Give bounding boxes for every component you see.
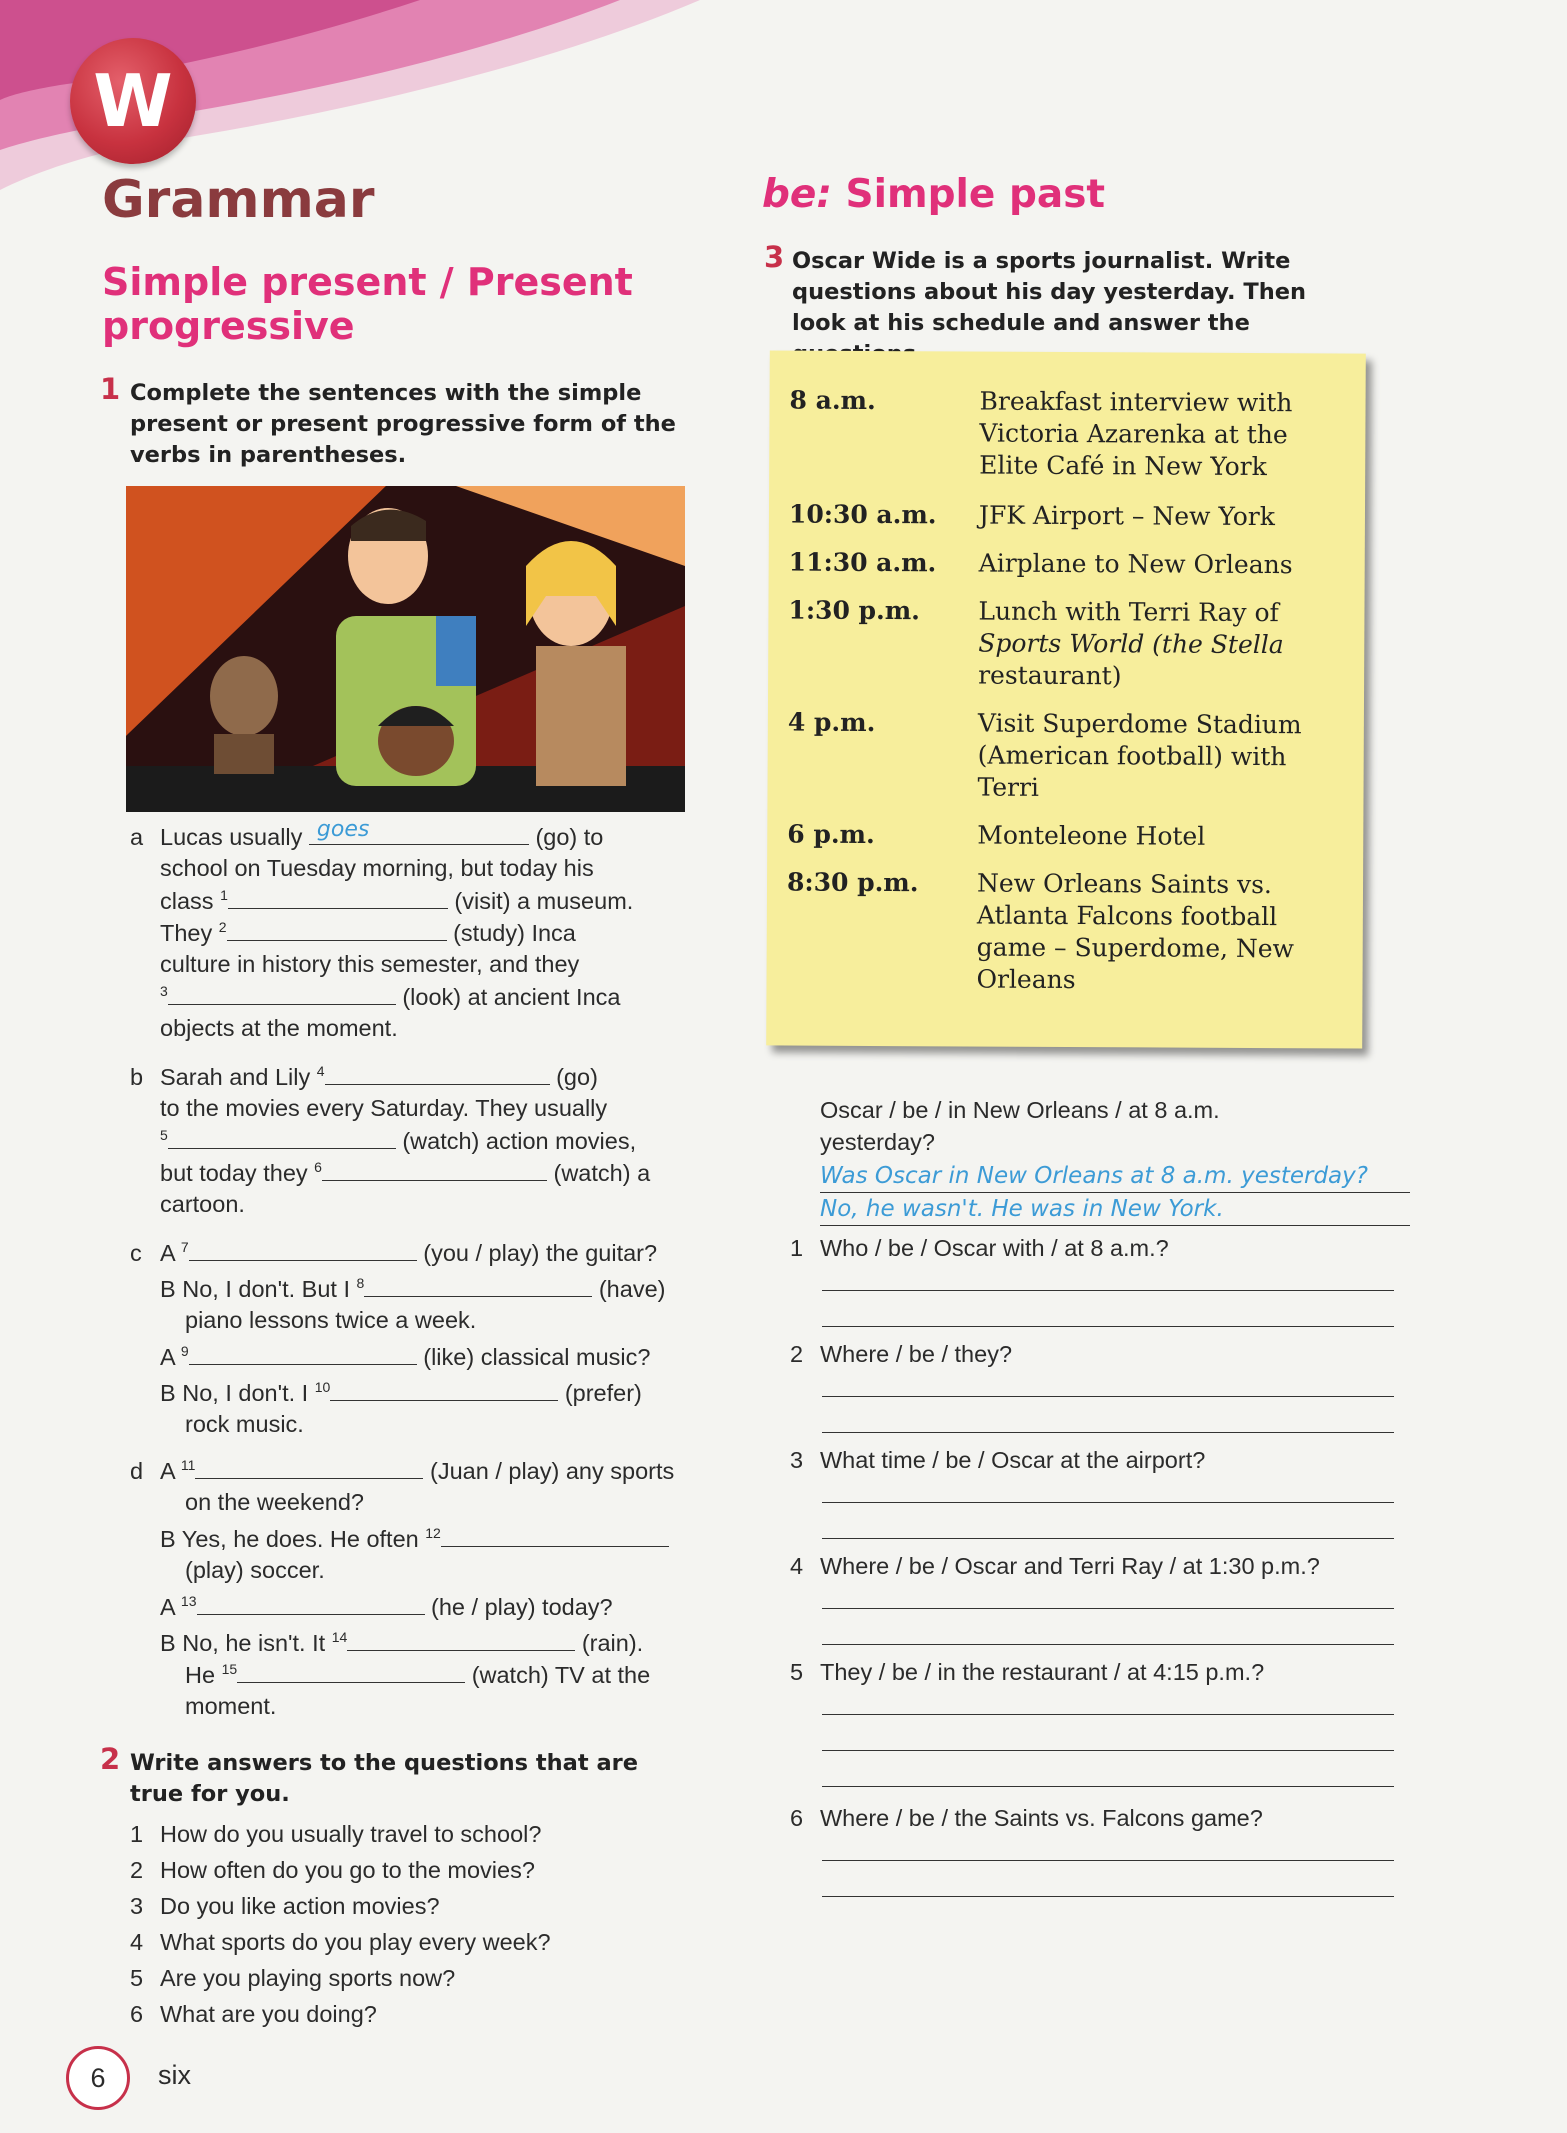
text-line: (play) soccer. xyxy=(185,1557,325,1583)
answer-blank[interactable] xyxy=(168,1124,396,1149)
answer-blank[interactable] xyxy=(189,1236,417,1261)
item-c: c A $^7$ (you / play) the guitar? xyxy=(130,1236,657,1269)
answer-blank[interactable] xyxy=(195,1454,423,1479)
schedule-row: 1:30 p.m. Lunch with Terri Ray of Sports World (the Stella restaurant) xyxy=(788,595,1284,691)
text-line: He $^{15}$ (watch) TV at the xyxy=(185,1658,650,1691)
example-answer-question: Was Oscar in New Orleans at 8 a.m. yesterday? xyxy=(820,1160,1410,1193)
schedule-row: 10:30 a.m. JFK Airport – New York xyxy=(788,499,1275,532)
schedule-row: 6 p.m. Monteleone Hotel xyxy=(787,819,1206,851)
schedule-card xyxy=(766,350,1366,1048)
page-title: Grammar xyxy=(102,170,375,230)
cartoon-illustration xyxy=(126,486,685,812)
section-heading-simple-past: be: Simple past xyxy=(762,172,1106,217)
answer-blank[interactable] xyxy=(322,1156,547,1181)
text-line: objects at the moment. xyxy=(160,1015,398,1041)
answer-line[interactable] xyxy=(822,1786,1394,1787)
schedule-row: 11:30 a.m. Airplane to New Orleans xyxy=(788,547,1293,580)
example-block: Oscar / be / in New Orleans / at 8 a.m. yesterday? Was Oscar in New Orleans at 8 a.m. yesterday? No, he wasn't. He was in New York. xyxy=(820,1094,1410,1226)
answer-line[interactable] xyxy=(822,1502,1394,1503)
example-answer-short: No, he wasn't. He was in New York. xyxy=(820,1193,1410,1226)
item-d: d A $^{11}$ (Juan / play) any sports xyxy=(130,1454,674,1487)
answer-line[interactable] xyxy=(822,1432,1394,1433)
answer-line[interactable] xyxy=(822,1896,1394,1897)
page-number-word: six xyxy=(158,2060,191,2090)
answer-blank[interactable] xyxy=(228,884,448,909)
item-a: a Lucas usually goes (go) to xyxy=(130,817,604,850)
text-line: A $^9$ (like) classical music? xyxy=(160,1340,650,1373)
answer-blank[interactable] xyxy=(227,916,447,941)
text-line: school on Tuesday morning, but today his xyxy=(160,855,594,881)
text-line: A $^{13}$ (he / play) today? xyxy=(160,1590,613,1623)
answer-line[interactable] xyxy=(822,1608,1394,1609)
answer-blank[interactable] xyxy=(197,1590,425,1615)
text-line: $^5$ (watch) action movies, xyxy=(160,1124,636,1157)
text-line: rock music. xyxy=(185,1411,304,1437)
exercise-number: 2 xyxy=(100,1742,121,1776)
schedule-row: 8 a.m. Breakfast interview with Victoria Azarenka at the Elite Café in New York xyxy=(789,385,1293,482)
text-line: B No, he isn't. It $^{14}$ (rain). xyxy=(160,1626,643,1659)
text-line: class $^1$ (visit) a museum. xyxy=(160,884,633,917)
text-line: B No, I don't. But I $^8$ (have) xyxy=(160,1272,665,1305)
text-line: culture in history this semester, and they xyxy=(160,951,580,977)
section-heading-simple-present: Simple present / Present progressive xyxy=(102,260,633,348)
answer-line[interactable] xyxy=(822,1326,1394,1327)
exercise-1-items xyxy=(130,817,690,1820)
answer-blank[interactable] xyxy=(237,1658,465,1683)
exercise-3-items: 1 Who / be / Oscar with / at 8 a.m.? 2 Where / be / they? 3 What time / be / Oscar at the airport? 4 Where / be / Oscar and Terri Ray / at 1:30 p.m.? 5 They / be / in the restaurant / at 4:15 p.m.? 6 Where / be / the Saints vs. Falcons game? xyxy=(790,1232,1410,1912)
answer-blank[interactable] xyxy=(441,1522,669,1547)
item-b: b Sarah and Lily $^4$ (go) xyxy=(130,1060,598,1093)
exercise-2-questions xyxy=(130,1818,690,2034)
answer-line[interactable] xyxy=(822,1644,1394,1645)
answer-blank[interactable] xyxy=(325,1060,550,1085)
unit-logo-badge: W xyxy=(70,38,196,164)
answer-blank[interactable] xyxy=(189,1340,417,1365)
list-item: 3 Do you like action movies? xyxy=(130,1893,440,1919)
list-item: 2 How often do you go to the movies? xyxy=(130,1857,535,1883)
text-line: cartoon. xyxy=(160,1191,245,1217)
answer-blank[interactable] xyxy=(330,1376,558,1401)
exercise-number: 3 xyxy=(764,240,785,274)
text-line: B No, I don't. I $^{10}$ (prefer) xyxy=(160,1376,642,1409)
list-item: 6 What are you doing? xyxy=(130,2001,377,2027)
answer-blank[interactable]: goes xyxy=(309,820,529,845)
list-item: 5 Are you playing sports now? xyxy=(130,1965,456,1991)
schedule-row: 4 p.m. Visit Superdome Stadium (American football) with Terri xyxy=(787,707,1302,802)
page-number-badge: 6 xyxy=(66,2046,130,2110)
text-line: B Yes, he does. He often $^{12}$ xyxy=(160,1522,669,1555)
answer-blank[interactable] xyxy=(364,1272,592,1297)
answer-line[interactable] xyxy=(822,1290,1394,1291)
answer-line[interactable] xyxy=(822,1860,1394,1861)
list-item: 1 How do you usually travel to school? xyxy=(130,1821,542,1847)
schedule-row: 8:30 p.m. New Orleans Saints vs. Atlanta Falcons football game – Superdome, New Orleans xyxy=(786,867,1295,995)
text-line: moment. xyxy=(185,1693,277,1719)
exercise-number: 1 xyxy=(100,372,121,406)
list-item: 4 What sports do you play every week? xyxy=(130,1929,551,1955)
answer-line[interactable] xyxy=(822,1396,1394,1397)
answer-line[interactable] xyxy=(822,1538,1394,1539)
answer-line[interactable] xyxy=(822,1750,1394,1751)
text-line: to the movies every Saturday. They usually xyxy=(160,1095,608,1121)
answer-line[interactable] xyxy=(822,1714,1394,1715)
answer-blank[interactable] xyxy=(168,980,396,1005)
text-line: piano lessons twice a week. xyxy=(185,1307,477,1333)
text-line: but today they $^6$ (watch) a xyxy=(160,1156,650,1189)
text-line: on the weekend? xyxy=(185,1489,365,1515)
text-line: $^3$ (look) at ancient Inca xyxy=(160,980,620,1013)
answer-blank[interactable] xyxy=(347,1626,575,1651)
text-line: They $^2$ (study) Inca xyxy=(160,916,576,949)
